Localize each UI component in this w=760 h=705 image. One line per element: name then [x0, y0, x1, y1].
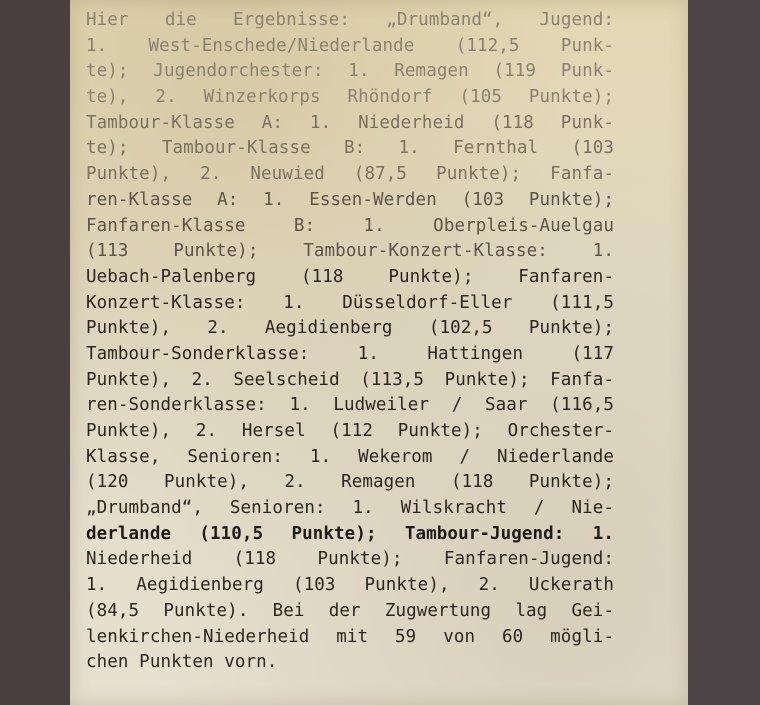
article-line: Punkte), 2. Aegidienberg (102,5 Punkte); [86, 318, 614, 339]
article-line: chen Punkten vorn. [86, 652, 278, 673]
article-line: te), 2. Winzerkorps Rhöndorf (105 Punkte); [86, 87, 614, 108]
newspaper-clipping [70, 0, 688, 705]
article-line: (120 Punkte), 2. Remagen (118 Punkte); [86, 472, 614, 493]
article-line: (84,5 Punkte). Bei der Zugwertung lag Gei- [86, 600, 614, 621]
article-line: Tambour-Klasse A: 1. Niederheid (118 Punk- [86, 112, 614, 133]
article-line: 1. Aegidienberg (103 Punkte), 2. Uckerath [86, 575, 614, 596]
article-line: ren-Sonderklasse: 1. Ludweiler / Saar (116,5 [86, 395, 614, 416]
article-line: Punkte), 2. Neuwied (87,5 Punkte); Fanfa- [86, 164, 614, 185]
article-line: (113 Punkte); Tambour-Konzert-Klasse: 1. [86, 241, 614, 262]
article-line: te); Tambour-Klasse B: 1. Fernthal (103 [86, 138, 614, 159]
article-line: Hier die Ergebnisse: „Drumband“, Jugend: [86, 10, 614, 30]
article-line: Punkte), 2. Seelscheid (113,5 Punkte); Fanfa- [86, 369, 614, 390]
article-text [86, 8, 614, 676]
article-line: Fanfaren-Klasse B: 1. Oberpleis-Auelgau [86, 215, 614, 236]
article-line: lenkirchen-Niederheid mit 59 von 60 mögli- [86, 626, 614, 647]
left-dark-border [0, 0, 70, 705]
article-line: Niederheid (118 Punkte); Fanfaren-Jugend: [86, 549, 614, 570]
article-line: Konzert-Klasse: 1. Düsseldorf-Eller (111,5 [86, 292, 614, 313]
article-line: ren-Klasse A: 1. Essen-Werden (103 Punkte); [86, 189, 614, 210]
article-line: Uebach-Palenberg (118 Punkte); Fanfaren- [86, 266, 614, 287]
article-line: Klasse, Senioren: 1. Wekerom / Niederlande [86, 446, 614, 467]
article-line: Punkte), 2. Hersel (112 Punkte); Orchester- [86, 421, 614, 441]
article-line: derlande (110,5 Punkte); Tambour-Jugend: 1. [86, 523, 614, 544]
article-line: 1. West-Enschede/Niederlande (112,5 Punk- [86, 35, 614, 56]
article-line: „Drumband“, Senioren: 1. Wilskracht / Nie- [86, 498, 614, 519]
article-line: Tambour-Sonderklasse: 1. Hattingen (117 [86, 343, 614, 364]
article-line: te); Jugendorchester: 1. Remagen (119 Punk- [86, 61, 614, 82]
right-dark-border [688, 0, 760, 705]
